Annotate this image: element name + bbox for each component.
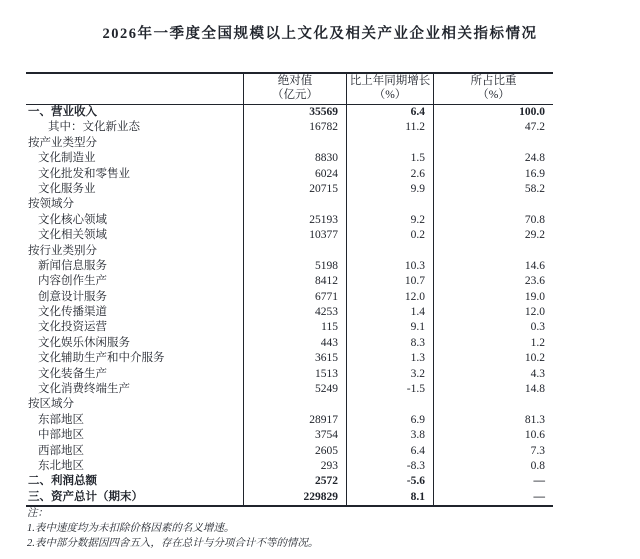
row-label: 西部地区 (38, 444, 84, 457)
absolute-value-cell: 3754 (243, 428, 346, 443)
table-row (26, 120, 553, 135)
growth-cell: 1.3 (346, 351, 433, 366)
share-cell: 58.2 (433, 182, 553, 197)
row-label: 文化制造业 (38, 152, 96, 165)
row-label: 新闻信息服务 (38, 259, 107, 272)
row-label: 文化服务业 (38, 182, 96, 195)
absolute-value-cell: 20715 (243, 182, 346, 197)
row-label: 按产业类型分 (28, 136, 97, 149)
table-row (26, 490, 553, 505)
absolute-value-cell: 8412 (243, 274, 346, 289)
growth-cell: 8.1 (346, 490, 433, 505)
column-header-line: （%） (477, 88, 510, 101)
row-label: 三、资产总计（期末） (28, 490, 143, 503)
column-header-line: 所占比重 (470, 75, 517, 87)
row-label: 文化核心领域 (38, 213, 107, 226)
growth-cell (346, 197, 433, 212)
table-row (26, 197, 553, 212)
absolute-value-cell: 1513 (243, 367, 346, 382)
absolute-value-cell: 115 (243, 320, 346, 335)
column-header-line: 绝对值 (277, 75, 313, 87)
share-cell (433, 244, 553, 259)
row-label: 创意设计服务 (38, 290, 107, 303)
growth-cell: 1.4 (346, 305, 433, 320)
growth-cell (346, 244, 433, 259)
row-label: 文化批发和零售业 (38, 167, 130, 180)
growth-cell: 11.2 (346, 120, 433, 135)
table-row (26, 105, 553, 120)
table-row (26, 244, 553, 259)
absolute-value-cell (243, 244, 346, 259)
growth-cell: 9.9 (346, 182, 433, 197)
growth-cell: 6.9 (346, 413, 433, 428)
growth-cell: 6.4 (346, 105, 433, 120)
column-header-absolute-value (243, 74, 346, 104)
share-cell: 0.3 (433, 320, 553, 335)
share-cell: 19.0 (433, 290, 553, 305)
row-label: 文化娱乐休闲服务 (38, 336, 130, 349)
absolute-value-cell: 443 (243, 336, 346, 351)
table-row (26, 397, 553, 412)
column-header-line: （亿元） (272, 88, 318, 101)
row-label: 文化辅助生产和中介服务 (38, 352, 165, 365)
share-cell: 81.3 (433, 413, 553, 428)
table-row (26, 382, 553, 397)
absolute-value-cell: 2605 (243, 444, 346, 459)
table-row (26, 274, 553, 289)
row-label: 其中：文化新业态 (48, 121, 140, 134)
row-label: 内容创作生产 (38, 275, 107, 288)
column-header-share (433, 74, 553, 104)
share-cell: — (433, 474, 553, 489)
growth-cell: 3.2 (346, 367, 433, 382)
growth-cell (346, 397, 433, 412)
absolute-value-cell: 5198 (243, 259, 346, 274)
table-row (26, 305, 553, 320)
table-row (26, 259, 553, 274)
absolute-value-cell: 229829 (243, 490, 346, 505)
table-row (26, 213, 553, 228)
table-header-row (26, 74, 553, 105)
row-label: 东部地区 (38, 413, 84, 426)
share-cell: 24.8 (433, 151, 553, 166)
table-row (26, 228, 553, 243)
table-row (26, 182, 553, 197)
growth-cell: 9.1 (346, 320, 433, 335)
indicators-table (26, 72, 553, 507)
share-cell: 23.6 (433, 274, 553, 289)
absolute-value-cell (243, 197, 346, 212)
share-cell: — (433, 490, 553, 505)
growth-cell: -1.5 (346, 382, 433, 397)
table-row (26, 474, 553, 489)
table-row (26, 413, 553, 428)
row-label: 按区域分 (28, 398, 74, 411)
table-row (26, 320, 553, 335)
absolute-value-cell (243, 136, 346, 151)
table-row (26, 351, 553, 366)
absolute-value-cell: 28917 (243, 413, 346, 428)
row-label: 按领域分 (28, 198, 74, 211)
share-cell: 16.9 (433, 167, 553, 182)
share-cell: 14.8 (433, 382, 553, 397)
growth-cell: 10.3 (346, 259, 433, 274)
growth-cell: -5.6 (346, 474, 433, 489)
row-label: 文化消费终端生产 (38, 383, 130, 396)
absolute-value-cell: 25193 (243, 213, 346, 228)
growth-cell: 12.0 (346, 290, 433, 305)
table-row (26, 367, 553, 382)
absolute-value-cell (243, 397, 346, 412)
share-cell: 12.0 (433, 305, 553, 320)
row-label: 文化相关领域 (38, 229, 107, 242)
footnote-line: 2.表中部分数据因四舍五入，存在总计与分项合计不等的情况。 (27, 538, 319, 549)
growth-cell (346, 136, 433, 151)
absolute-value-cell: 5249 (243, 382, 346, 397)
column-header-line: 比上年同期增长 (349, 75, 431, 87)
row-label: 文化装备生产 (38, 367, 107, 380)
row-label: 中部地区 (38, 429, 84, 442)
absolute-value-cell: 16782 (243, 120, 346, 135)
table-row (26, 151, 553, 166)
growth-cell: 9.2 (346, 213, 433, 228)
absolute-value-cell: 293 (243, 459, 346, 474)
growth-cell: 6.4 (346, 444, 433, 459)
table-row (26, 459, 553, 474)
growth-cell: 10.7 (346, 274, 433, 289)
table-row (26, 167, 553, 182)
row-label: 二、利润总额 (28, 475, 97, 488)
absolute-value-cell: 35569 (243, 105, 346, 120)
share-cell: 1.2 (433, 336, 553, 351)
table-row (26, 444, 553, 459)
absolute-value-cell: 4253 (243, 305, 346, 320)
page-title: 2026年一季度全国规模以上文化及相关产业企业相关指标情况 (102, 26, 538, 42)
growth-cell: 2.6 (346, 167, 433, 182)
share-cell: 7.3 (433, 444, 553, 459)
share-cell (433, 197, 553, 212)
footnote-line: 1.表中速度均为未扣除价格因素的名义增速。 (27, 523, 235, 534)
column-header-yoy-growth (346, 74, 433, 104)
column-header-line: （%） (373, 88, 407, 101)
share-cell: 0.8 (433, 459, 553, 474)
absolute-value-cell: 6771 (243, 290, 346, 305)
row-label: 东北地区 (38, 459, 84, 472)
growth-cell: 3.8 (346, 428, 433, 443)
footnotes (27, 506, 318, 551)
absolute-value-cell: 8830 (243, 151, 346, 166)
share-cell: 14.6 (433, 259, 553, 274)
table-row (26, 336, 553, 351)
share-cell: 47.2 (433, 120, 553, 135)
growth-cell: 0.2 (346, 228, 433, 243)
row-label: 文化传播渠道 (38, 306, 107, 319)
share-cell (433, 397, 553, 412)
share-cell: 70.8 (433, 213, 553, 228)
share-cell (433, 136, 553, 151)
column-header-indicator (26, 74, 243, 104)
growth-cell: 1.5 (346, 151, 433, 166)
table-row (26, 290, 553, 305)
table-row (26, 428, 553, 443)
table-body (26, 105, 553, 505)
footnote-heading: 注： (27, 508, 48, 519)
row-label: 按行业类别分 (28, 244, 97, 257)
row-label: 一、营业收入 (28, 106, 97, 118)
row-label: 文化投资运营 (38, 321, 107, 334)
share-cell: 4.3 (433, 367, 553, 382)
absolute-value-cell: 6024 (243, 167, 346, 182)
absolute-value-cell: 10377 (243, 228, 346, 243)
share-cell: 29.2 (433, 228, 553, 243)
absolute-value-cell: 2572 (243, 474, 346, 489)
growth-cell: -8.3 (346, 459, 433, 474)
absolute-value-cell: 3615 (243, 351, 346, 366)
growth-cell: 8.3 (346, 336, 433, 351)
share-cell: 100.0 (433, 105, 553, 120)
share-cell: 10.6 (433, 428, 553, 443)
table-row (26, 136, 553, 151)
share-cell: 10.2 (433, 351, 553, 366)
